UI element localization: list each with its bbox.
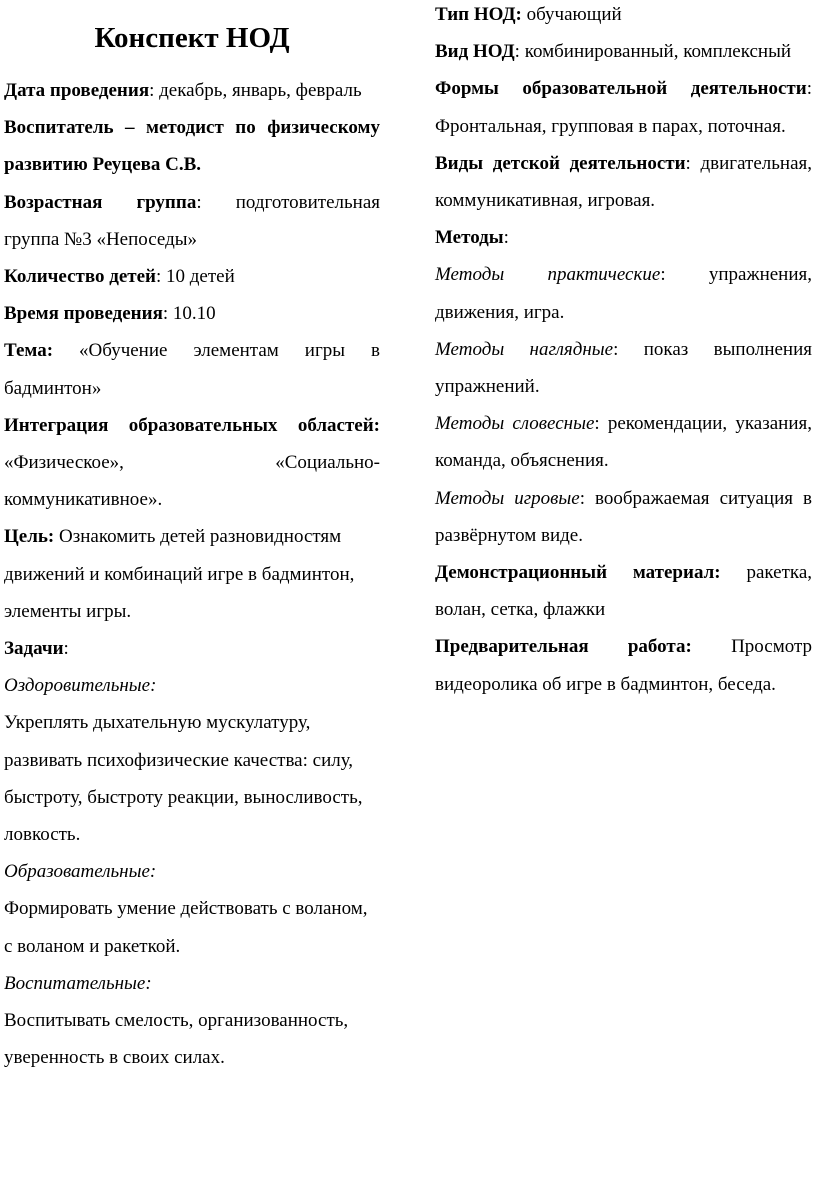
method-game-name: Методы игровые	[435, 487, 580, 509]
method-visual-name: Методы наглядные	[435, 338, 614, 360]
topic-field	[4, 332, 380, 406]
kind-field: Вид НОД: комбинированный, комплексный	[435, 41, 792, 63]
method-visual-value: показ выполнения упражнений.	[435, 338, 812, 398]
time-label: Время проведения	[4, 303, 163, 325]
age-group-label: Возрастная группа	[4, 191, 197, 213]
task-heading-health: Оздоровительные:	[4, 675, 157, 697]
integration-value: «Физическое», «Социально-коммуникативное».	[4, 452, 380, 511]
method-verbal-name: Методы словесные	[435, 413, 595, 435]
date-value: декабрь, январь, февраль	[159, 80, 362, 101]
activities-value: двигательная, коммуникативная, игровая.	[435, 152, 813, 212]
task-text-upbringing: Воспитывать смелость, организованность, уверенность в своих силах.	[4, 1010, 349, 1069]
method-verbal: Методы словесные: рекомендации, указания, команда, объяснения.	[435, 413, 812, 472]
prep-work-field	[435, 628, 812, 702]
demo-material-label: Демонстрационный материал:	[435, 562, 721, 584]
children-count-value: 10 детей	[166, 266, 235, 288]
task-text-health: Укреплять дыхательную мускулатуру, развивать психофизические качества: силу, быстроту, быстроту реакции, выносливость, ловкость.	[4, 712, 363, 846]
activities-label: Виды детской деятельности	[435, 152, 686, 174]
goal-value: Ознакомить детей разновидностям движений и комбинаций игре в бадминтон, элементы игры.	[4, 526, 355, 622]
method-practical: Методы практические: упражнения, движения, игра.	[435, 264, 812, 323]
goal-label: Цель:	[4, 526, 55, 548]
date-label: Дата проведения	[4, 80, 150, 101]
topic-label: Тема:	[4, 340, 54, 362]
task-text-education: Формировать умение действовать с воланом, с воланом и ракеткой.	[4, 898, 368, 957]
prep-work-value: Просмотр видеоролика об игре в бадминтон, беседа.	[435, 636, 813, 695]
time-field: Время проведения: 10.10	[4, 303, 216, 325]
kind-value: комбинированный, комплексный	[524, 41, 792, 63]
children-count-label: Количество детей	[4, 266, 156, 288]
method-practical-value: упражнения, движения, игра.	[435, 264, 812, 323]
age-group-field: Возрастная группа: подготовительная группа №3 «Непоседы»	[4, 191, 380, 250]
integration-label: Интеграция образовательных областей:	[4, 414, 380, 436]
forms-value: Фронтальная, групповая в парах, поточная.	[435, 115, 786, 137]
goal-field	[4, 518, 380, 630]
method-practical-name: Методы практические	[435, 264, 661, 286]
demo-material-value: ракетка, волан, сетка, флажки	[435, 562, 813, 621]
task-heading-upbringing: Воспитательные:	[4, 972, 152, 994]
prep-work-label: Предварительная работа:	[435, 636, 692, 658]
forms-field: Формы образовательной деятельности: Фронтальная, групповая в парах, поточная.	[435, 78, 812, 137]
teacher-field	[4, 109, 380, 183]
document-title: Конспект НОД	[94, 22, 290, 54]
left-column	[4, 0, 380, 1076]
right-column	[435, 0, 812, 703]
topic-value: «Обучение элементам игры в бадминтон»	[4, 340, 380, 399]
demo-material-field	[435, 554, 812, 628]
date-field: Дата проведения: декабрь, январь, февраль	[4, 80, 362, 101]
time-value: 10.10	[172, 303, 216, 325]
type-label: Тип НОД:	[435, 4, 522, 25]
method-verbal-value: рекомендации, указания, команда, объяснения.	[435, 413, 812, 472]
age-group-value: подготовительная группа №3 «Непоседы»	[4, 191, 380, 250]
forms-label: Формы образовательной деятельности	[435, 78, 807, 100]
type-value: обучающий	[526, 4, 622, 25]
children-count-field: Количество детей: 10 детей	[4, 266, 235, 288]
method-game-value: воображаемая ситуация в развёрнутом виде.	[435, 487, 813, 546]
activities-field: Виды детской деятельности: двигательная, коммуникативная, игровая.	[435, 152, 813, 212]
kind-label: Вид НОД	[435, 41, 515, 63]
task-heading-education: Образовательные:	[4, 861, 157, 883]
methods-label: Методы	[435, 227, 504, 249]
method-visual: Методы наглядные: показ выполнения упражнений.	[435, 338, 812, 398]
integration-field	[4, 407, 380, 519]
tasks-label: Задачи	[4, 638, 64, 660]
teacher-label: Воспитатель – методист по физическому развитию Реуцева С.В.	[4, 117, 380, 176]
type-field	[435, 0, 812, 33]
method-game: Методы игровые: воображаемая ситуация в развёрнутом виде.	[435, 487, 813, 546]
methods-heading: Методы:	[435, 227, 509, 249]
tasks-heading: Задачи:	[4, 638, 69, 660]
